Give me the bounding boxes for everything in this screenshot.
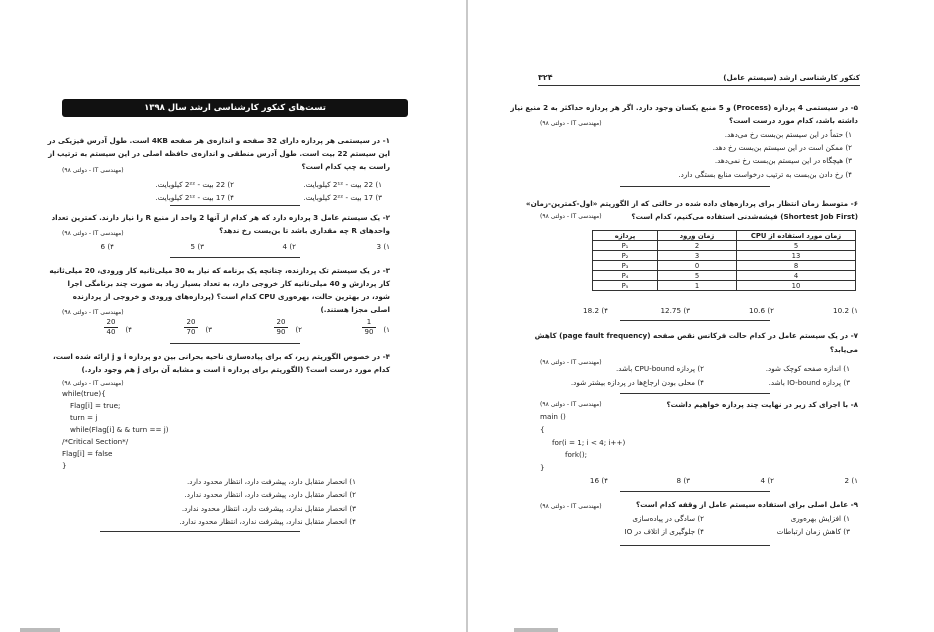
code-line: for(i = 1; i < 4; i++) [552,438,626,447]
q3-option2-label: ۲) [295,325,302,334]
q6-option2: ۲) 10.6 [749,306,774,315]
q5-line1: ۵- در سیستمی 4 پردازه (Process) و 5 منبع یکسان وجود دارد. اگر هر پردازه حداکثر به 2 منبع نیاز [510,103,858,112]
q2-option2: ۲) 4 [282,242,296,251]
q2-source: (مهندسی IT - دولتی ۹۸) [62,230,124,237]
table-row [593,271,856,281]
q1-source: (مهندسی IT - دولتی ۹۸) [62,167,124,174]
q7-line2: می‌یابد؟ [829,345,858,354]
q8-option4: ۴) 16 [589,476,608,485]
q7-option3: ۳) پردازه IO-bound باشد. [768,378,850,387]
table-row [593,251,856,261]
left-page [0,0,466,632]
table-cell: 5 [737,241,856,251]
q7-source: (مهندسی IT - دولتی ۹۸) [540,359,602,366]
q7-divider [620,393,770,394]
q3-line4: اصلی مجزا هستند.) [320,305,390,314]
table-cell: P₃ [593,261,658,271]
q3-option2-fraction: $\frac{20}{90}$ [274,318,288,337]
q3-option1-fraction: $\frac{1}{90}$ [362,318,376,337]
table-header-row [593,231,856,241]
q9-option1: ۱) افزایش بهره‌وری [790,514,850,523]
page-edge-mark [514,628,558,632]
q4-option2: ۲) انحصار متقابل دارد، پیشرفت دارد، انتظار محدود ندارد. [184,490,356,499]
table-cell: 10 [737,281,856,291]
q1-line2: این سیستم 22 بیت است. طول آدرس منطقی و اندازه‌ی حافظه اصلی در این سیستم به ترتیب از [48,149,390,158]
q8-option1: ۱) 2 [844,476,858,485]
q9-divider [620,545,770,546]
table-cell: 1 [658,281,737,291]
q1-option3: ۳) 17 بیت - 2²² کیلوبایت. [303,193,382,202]
q1-divider [170,205,300,206]
table-cell: 13 [737,251,856,261]
q2-option4: ۴) 6 [100,242,114,251]
code-line: } [62,461,67,470]
q3-option4-fraction: $\frac{20}{40}$ [104,318,118,337]
running-title: کنکور کارشناسی ارشد (سیستم عامل) [723,73,860,82]
q3-line2: کار پردازش و 40 میلی‌ثانیه کار خروجی دارد، به تعداد بسیار زیاد به صورت چند برنامگی اجرا [67,279,390,288]
q5-option2: ۲) ممکن است در این سیستم بن‌بست رخ دهد. [712,143,852,152]
q4-divider [100,531,300,532]
q3-option1-label: ۱) [383,325,390,334]
code-line: fork(); [565,450,588,459]
q6-option3: ۳) 12.75 [660,306,690,315]
q1-option1: ۱) 22 بیت - 2¹² کیلوبایت. [303,180,382,189]
q6-option4: ۴) 18.2 [583,306,608,315]
q1-option4: ۴) 17 بیت - 2¹² کیلوبایت. [155,193,234,202]
q3-source: (مهندسی IT - دولتی ۹۸) [62,309,124,316]
q5-source: (مهندسی IT - دولتی ۹۸) [540,120,602,127]
q9-line1: ۹- عامل اصلی برای استفاده سیستم عامل از وقفه کدام است؟ [635,500,858,509]
q6-line2: (Shortest Job First) فیشه‌شدنی استفاده می‌کنیم، کدام است؟ [631,212,858,221]
table-cell: P₁ [593,241,658,251]
table-cell: P₄ [593,271,658,281]
code-line: while(true){ [62,389,106,398]
q2-line1: ۲- یک سیستم عامل 3 پردازه دارد که هر کدام از آنها 2 واحد از منبع R را نیاز دارند. کمترین تعداد [51,213,390,222]
q3-divider [170,343,300,344]
table-header: زمان مورد استفاده از CPU [737,231,856,241]
table-cell: 0 [658,261,737,271]
q8-line1: ۸- با اجرای کد زیر در نهایت چند پردازه خواهیم داشت؟ [666,400,858,409]
table-cell: P₂ [593,251,658,261]
q8-divider [620,491,770,492]
q8-option2: ۲) 4 [760,476,774,485]
q8-option3: ۳) 8 [676,476,690,485]
q5-option3: ۳) هیچگاه در این سیستم بن‌بست رخ نمی‌دهد. [714,156,852,165]
table-cell: P₅ [593,281,658,291]
q4-line1: ۴- در خصوص الگوریتم زیر، که برای پیاده‌سازی ناحیه بحرانی بین دو پردازه i و j ارائه شده است، [53,352,390,361]
q4-source: (مهندسی IT - دولتی ۹۸) [62,380,124,387]
q4-option3: ۳) انحصار متقابل ندارد، پیشرفت دارد، انتظار محدود ندارد. [181,504,356,513]
q6-source: (مهندسی IT - دولتی ۹۸) [540,213,602,220]
right-page [468,0,934,632]
q9-option2: ۲) سادگی در پیاده‌سازی [632,514,704,523]
table-cell: 3 [658,251,737,261]
q6-line1: ۶- متوسط زمان انتظار برای پردازه‌های داده شده در حالتی که از الگوریتم «اول-کمترین-زمان» [525,199,858,208]
code-line: } [540,463,545,472]
q5-option4: ۴) رخ دادن بن‌بست به ترتیب درخواست منابع بستگی دارد. [678,170,852,179]
table-header: پردازه [593,231,658,241]
table-header: زمان ورود [658,231,737,241]
q5-line2: داشته باشد، کدام مورد درست است؟ [728,116,858,125]
q1-line3: راست به چپ کدام است؟ [301,162,390,171]
code-line: /*Critical Section*/ [62,437,129,446]
code-line: { [540,425,545,434]
code-line: main () [540,412,566,421]
table-row [593,241,856,251]
q9-option3: ۳) کاهش زمان ارتباطات [776,527,850,536]
code-line: while(Flag[i] & & turn == j) [70,425,169,434]
q4-option1: ۱) انحصار متقابل دارد، پیشرفت دارد، انتظار محدود دارد. [186,477,356,486]
q4-option4: ۴) انحصار متقابل ندارد، پیشرفت ندارد، انتظار محدود ندارد. [179,517,356,526]
q7-option2: ۲) پردازه CPU-bound باشد. [615,364,704,373]
q5-divider [620,186,770,187]
page-number: ۳۲۴ [538,73,553,82]
table-cell: 8 [737,261,856,271]
q2-option3: ۳) 5 [190,242,204,251]
process-table [592,230,856,291]
q4-line2: کدام مورد درست است؟ (الگوریتم برای پردازه i است و مشابه آن برای j هم وجود دارد.) [81,365,390,374]
q5-option1: ۱) حتماً در این سیستم بن‌بست رخ می‌دهد. [724,130,852,139]
q7-option4: ۴) محلی بودن ارجاع‌ها در پردازه بیشتر شود. [570,378,704,387]
q7-line1: ۷- در یک سیستم عامل در کدام حالت فرکانس نقص صفحه (page fault frequency) کاهش [534,331,858,340]
q6-option1: ۱) 10.2 [833,306,858,315]
table-cell: 5 [658,271,737,281]
table-row [593,261,856,271]
q3-option3-fraction: $\frac{20}{70}$ [184,318,198,337]
q6-divider [620,320,770,321]
code-line: turn = j [70,413,98,422]
q7-option1: ۱) اندازه صفحه کوچک شود. [765,364,850,373]
code-line: Flag[i] = false [62,449,113,458]
q3-option3-label: ۳) [205,325,212,334]
q2-line2: واحدهای R چه مقداری باشد تا بن‌بست رخ ندهد؟ [219,226,390,235]
q3-line1: ۳- در یک سیستم تک پردازنده، چنانچه یک برنامه که نیاز به 30 میلی‌ثانیه کار ورودی، 20 میلی‌ثانیه [49,266,390,275]
q2-divider [170,257,300,258]
section-banner: تست‌های کنکور کارشناسی ارشد سال ۱۳۹۸ [62,99,408,117]
table-row [593,281,856,291]
q1-option2: ۲) 22 بیت - 2²² کیلوبایت. [155,180,234,189]
q1-line1: ۱- در سیستمی هر پردازه دارای 32 صفحه و اندازه‌ی هر صفحه 4KB است. طول آدرس فیزیکی در [47,136,390,145]
page-edge-mark [20,628,60,632]
q9-source: (مهندسی IT - دولتی ۹۸) [540,503,602,510]
q9-option4: ۴) جلوگیری از اتلاف در IO [624,527,704,536]
q3-line3: شود، در بهترین حالت، بهره‌وری CPU کدام است؟ (پردازه‌های ورودی و خروجی از پردازنده [72,292,390,301]
q8-source: (مهندسی IT - دولتی ۹۸) [540,401,602,408]
code-line: Flag[i] = true; [70,401,121,410]
table-cell: 4 [737,271,856,281]
q3-option4-label: ۴) [125,325,132,334]
table-cell: 2 [658,241,737,251]
q2-option1: ۱) 3 [376,242,390,251]
header-rule [538,85,860,86]
